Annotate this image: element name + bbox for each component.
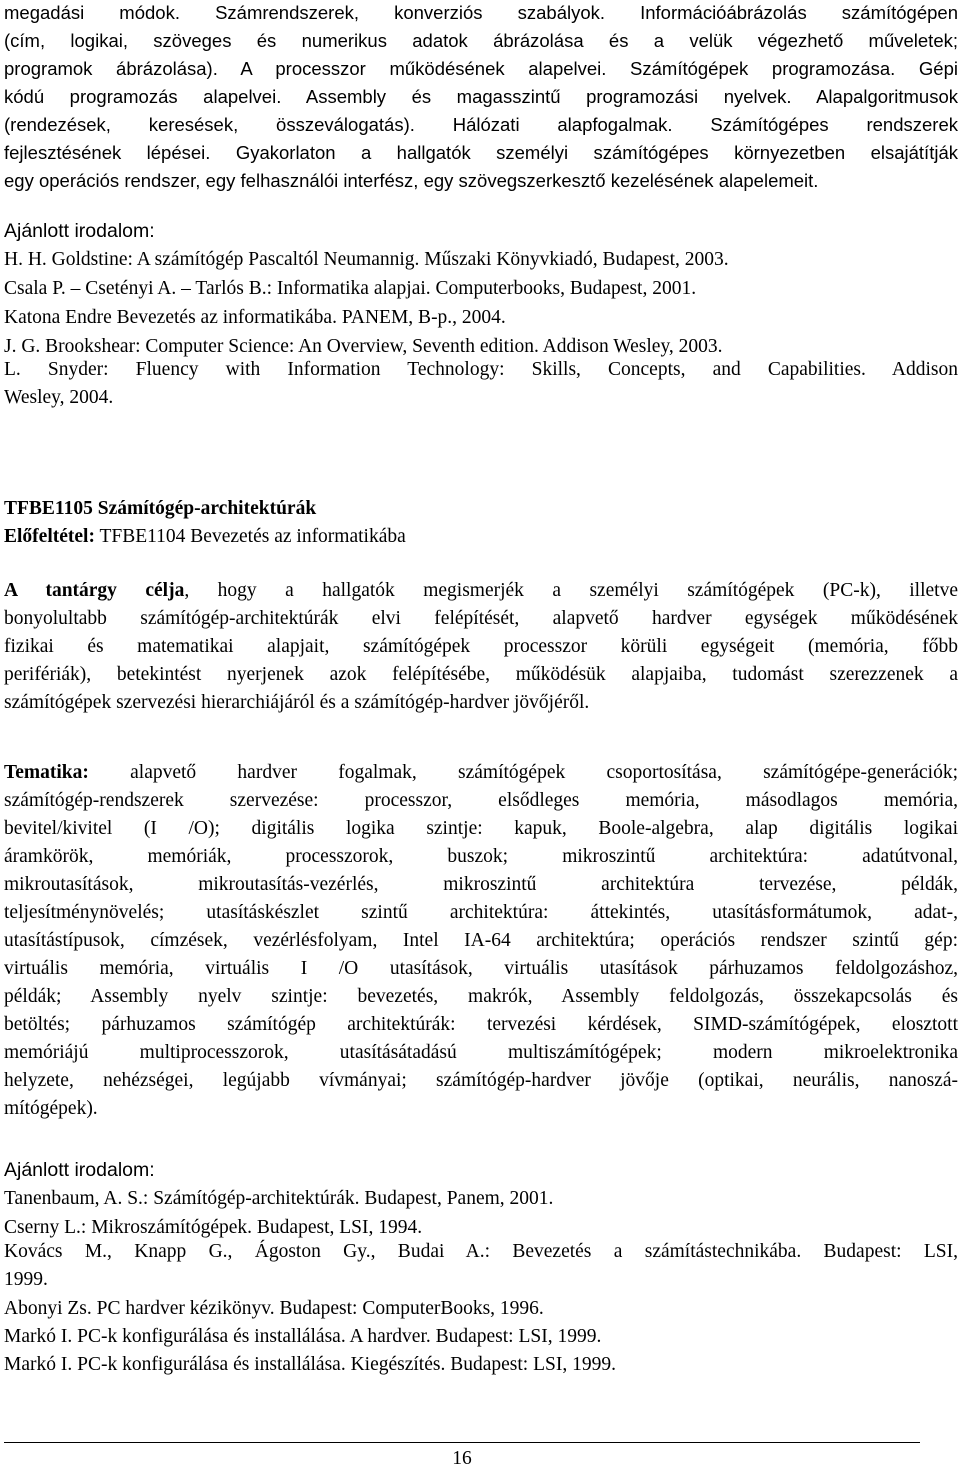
references-heading: Ajánlott irodalom: [4, 220, 155, 242]
topics-line: memóriájú multiprocesszorok, utasításátadású multiszámítógépek; modern mikroelektronika [4, 1042, 958, 1063]
aim-text: , hogy a hallgatók megismerjék a személyi számítógépek (PC-k), illetve [184, 580, 958, 601]
aim-line: fizikai és matematikai alapjait, számítógépek processzor körüli egységeit (memória, főbb [4, 636, 958, 657]
prerequisite-value: TFBE1104 Bevezetés az informatikába [94, 526, 406, 547]
topics-line: helyzete, nehézségei, legújabb vívmányai; számítógép-hardver jövője (optikai, neurális, nanoszá- [4, 1070, 958, 1091]
topics-line: betöltés; párhuzamos számítógép architektúrák: tervezési kérdések, SIMD-számítógépek, elosztott [4, 1014, 958, 1035]
topics-line: mikroutasítások, mikroutasítás-vezérlés, mikroszintű architektúra tervezése, példák, [4, 874, 958, 895]
aim-line: bonyolultabb számítógép-architektúrák elvi felépítését, alapvető hardver egységek működésének [4, 608, 958, 629]
prerequisite-line [4, 524, 406, 550]
topics-line: számítógép-rendszerek szervezése: processzor, elsődleges memória, másodlagos memória, [4, 790, 958, 811]
body-text-line: (cím, logikai, szöveges és numerikus adatok ábrázolása és a velük végezhető műveletek; [4, 30, 958, 51]
topics-line: mítógépek). [4, 1098, 98, 1119]
reference-item: L. Snyder: Fluency with Information Technology: Skills, Concepts, and Capabilities. Addison [4, 359, 958, 380]
topics-first-line [4, 760, 958, 786]
footer-rule [4, 1442, 920, 1443]
topics-line: bevitel/kivitel (I /O); digitális logika szintje: kapuk, Boole-algebra, alap digitális logikai [4, 818, 958, 839]
body-text-line: fejlesztésének lépései. Gyakorlaton a hallgatók személyi számítógépes környezetben elsajátítják [4, 142, 958, 163]
aim-line: számítógépek szervezési hierarchiájáról és a számítógép-hardver jövőjéről. [4, 692, 590, 713]
reference-item: Katona Endre Bevezetés az informatikába. PANEM, B-p., 2004. [4, 307, 506, 328]
topics-line: példák; Assembly nyelv szintje: bevezetés, makrók, Assembly feldolgozás, összekapcsolás és [4, 986, 958, 1007]
reference-item: Markó I. PC-k konfigurálása és installálása. Kiegészítés. Budapest: LSI, 1999. [4, 1354, 616, 1375]
body-text-line: egy operációs rendszer, egy felhasználói interfész, egy szövegszerkesztő kezelésének alapelemeit. [4, 170, 819, 191]
body-text-line: (rendezések, keresések, összeválogatás). Hálózati alapfogalmak. Számítógépes rendszerek [4, 114, 958, 135]
reference-item: Wesley, 2004. [4, 387, 114, 408]
body-text-line: kódú programozás alapelvei. Assembly és magasszintű programozási nyelvek. Alapalgoritmusok [4, 86, 958, 107]
reference-item: Markó I. PC-k konfigurálása és installálása. A hardver. Budapest: LSI, 1999. [4, 1326, 602, 1347]
reference-item: Kovács M., Knapp G., Ágoston Gy., Budai A.: Bevezetés a számítástechnikába. Budapest: LSI, [4, 1241, 958, 1262]
body-text-line: programok ábrázolása). A processzor működésének alapelvei. Számítógépek programozása. Gépi [4, 58, 958, 79]
topics-line: áramkörök, memóriák, processzorok, buszok; mikroszintű architektúra: adatútvonal, [4, 846, 958, 867]
aim-first-line [4, 578, 958, 604]
topics-line: teljesítménynövelés; utasításkészlet szintű architektúra: áttekintés, utasításformátumok, adat-, [4, 902, 958, 923]
reference-item: H. H. Goldstine: A számítógép Pascaltól Neumannig. Műszaki Könyvkiadó, Budapest, 2003. [4, 249, 729, 270]
reference-item: Tanenbaum, A. S.: Számítógép-architektúrák. Budapest, Panem, 2001. [4, 1188, 554, 1209]
references-heading: Ajánlott irodalom: [4, 1159, 155, 1181]
topics-line: utasítástípusok, címzések, vezérlésfolyam, Intel IA-64 architektúra; operációs rendszer szintű gép: [4, 930, 958, 951]
prerequisite-label: Előfeltétel: [4, 526, 95, 547]
body-text-line: megadási módok. Számrendszerek, konverziós szabályok. Információábrázolás számítógépen [4, 2, 958, 23]
topics-label: Tematika: [4, 762, 89, 783]
page-number: 16 [452, 1448, 472, 1469]
reference-item: Csala P. – Csetényi A. – Tarlós B.: Informatika alapjai. Computerbooks, Budapest, 2001. [4, 278, 697, 299]
reference-item: Cserny L.: Mikroszámítógépek. Budapest, LSI, 1994. [4, 1217, 423, 1238]
topics-line: virtuális memória, virtuális I /O utasítások, virtuális utasítások párhuzamos feldolgozáshoz, [4, 958, 958, 979]
aim-label: A tantárgy célja [4, 580, 185, 601]
course-title [4, 496, 316, 522]
course-code-title: TFBE1105 Számítógép-architektúrák [4, 498, 317, 519]
reference-item: 1999. [4, 1269, 48, 1290]
reference-item: J. G. Brookshear: Computer Science: An Overview, Seventh edition. Addison Wesley, 2003. [4, 336, 723, 357]
topics-text: alapvető hardver fogalmak, számítógépek csoportosítása, számítógépe-generációk; [88, 762, 958, 783]
aim-line: perifériák), betekintést nyerjenek azok felépítésébe, működésük alapjaiba, tudomást szerezzenek a [4, 664, 958, 685]
reference-item: Abonyi Zs. PC hardver kézikönyv. Budapest: ComputerBooks, 1996. [4, 1298, 544, 1319]
